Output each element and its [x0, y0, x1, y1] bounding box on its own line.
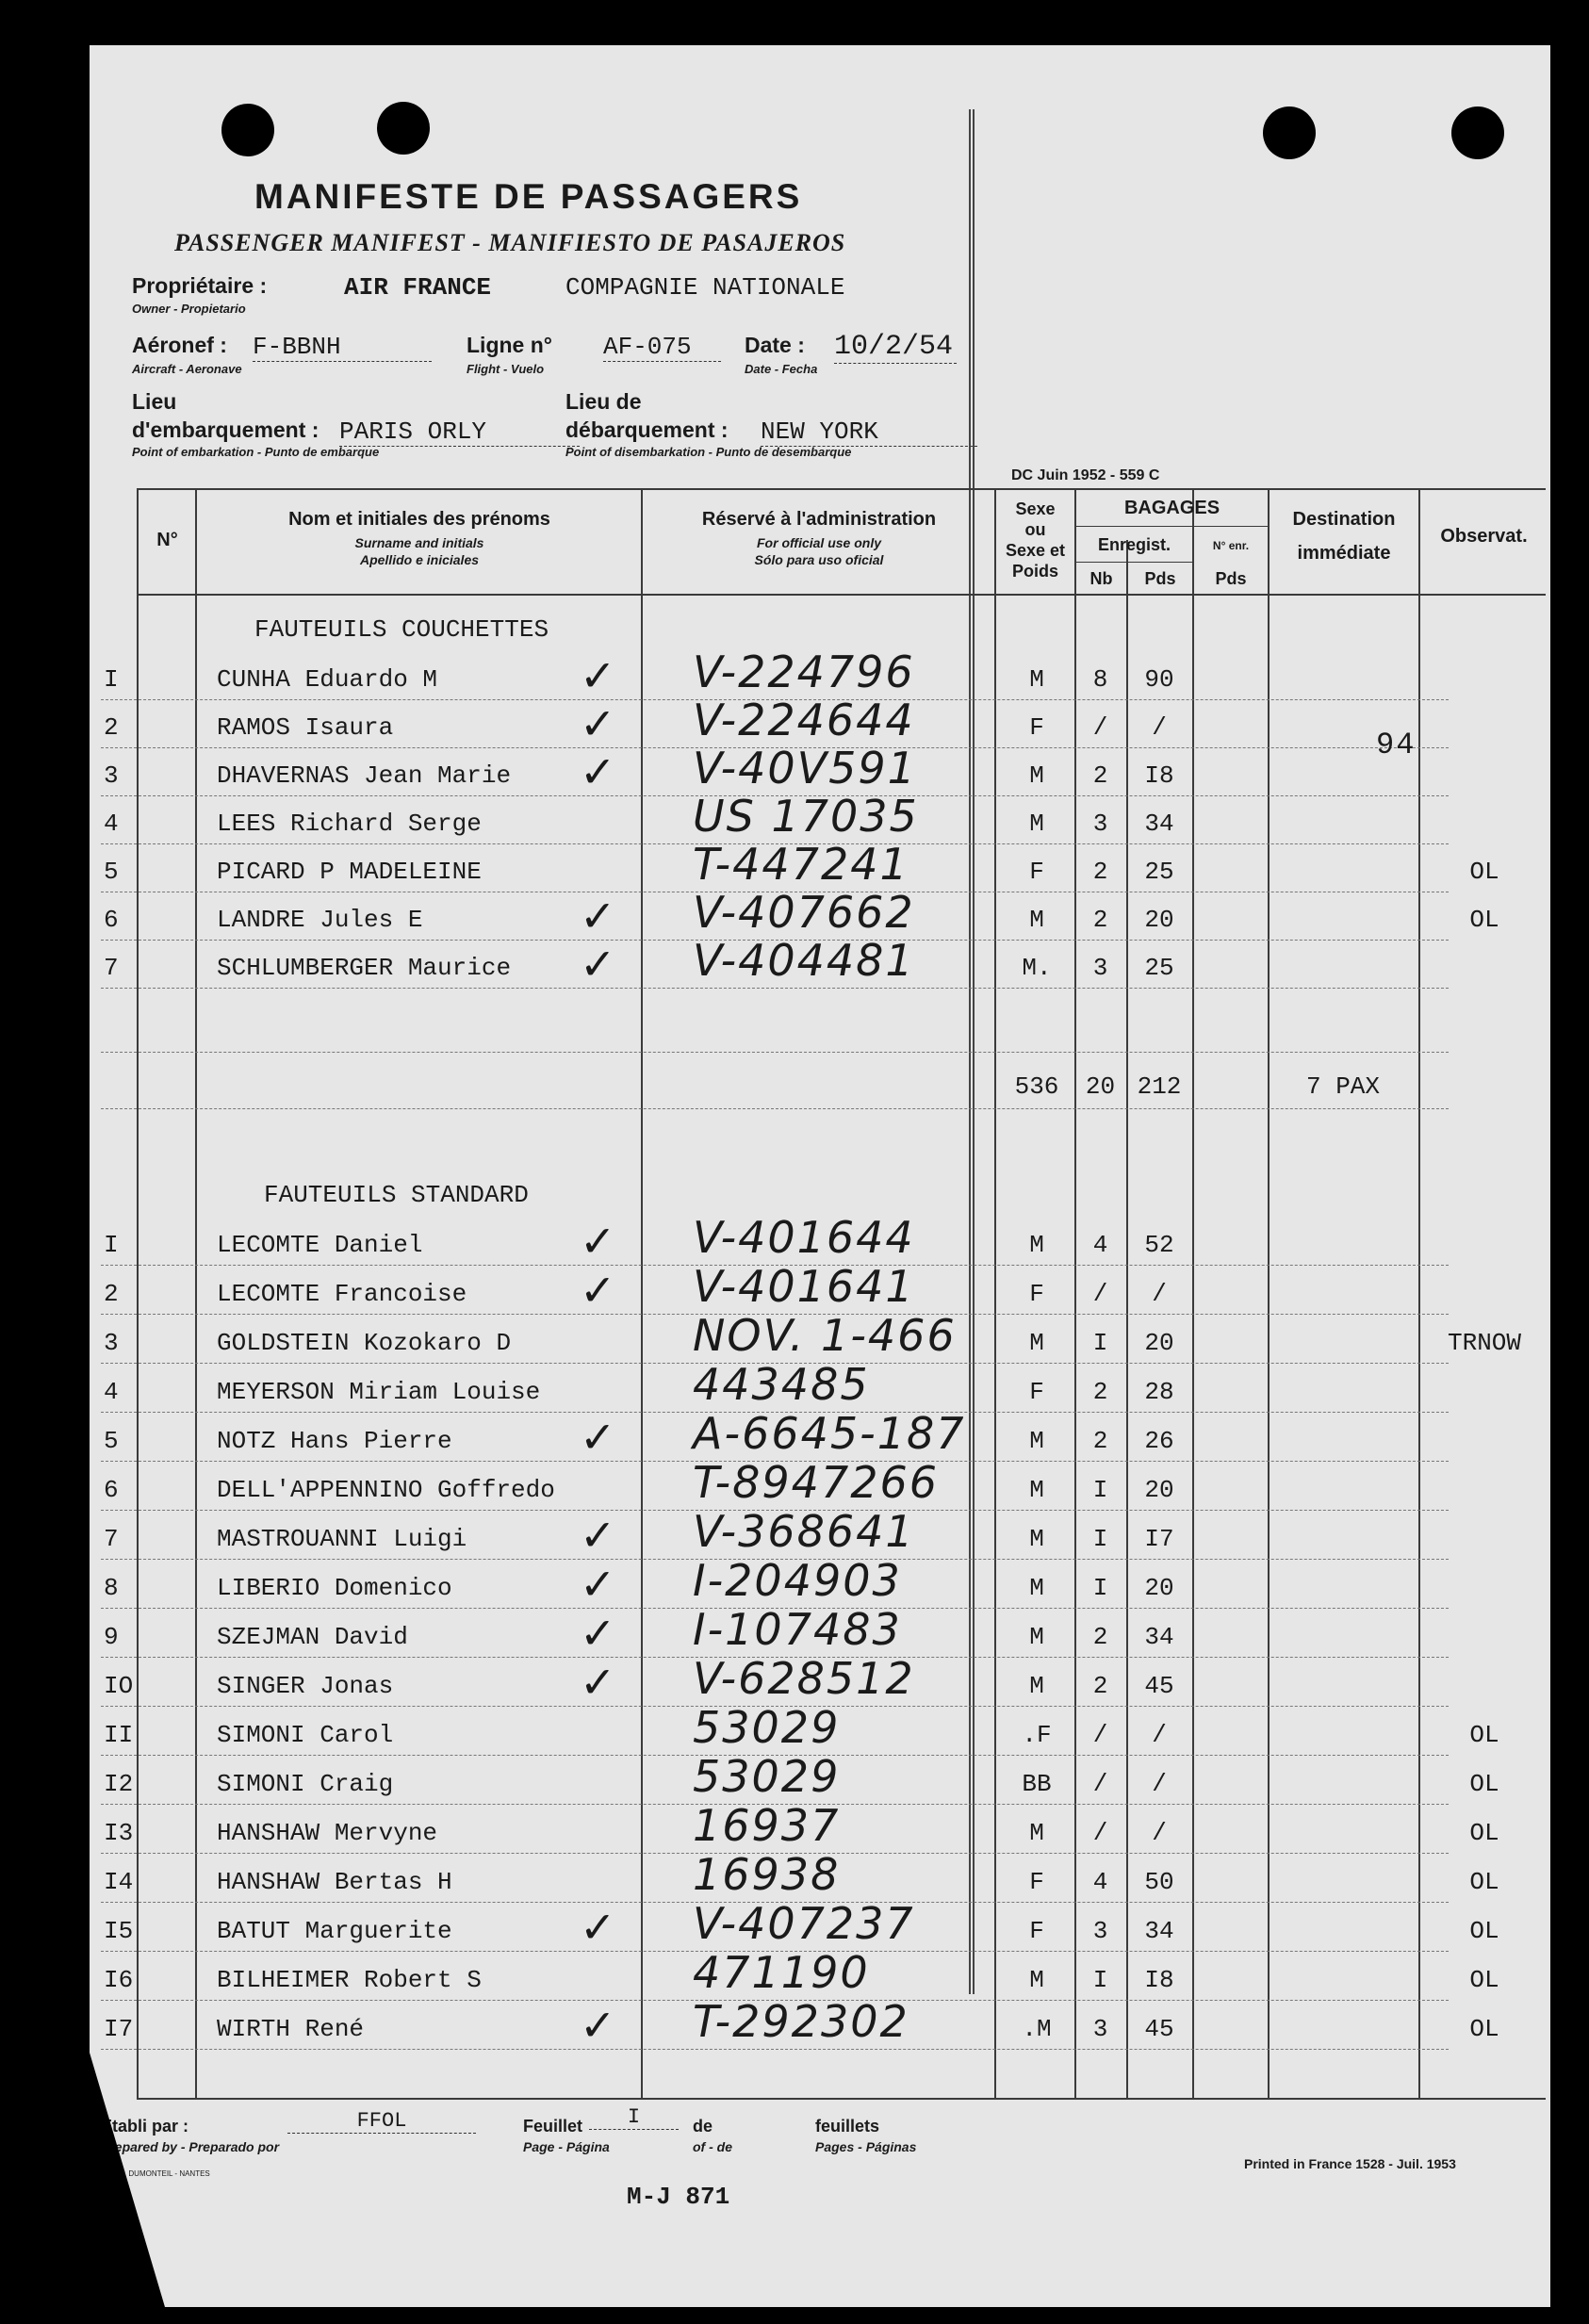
baggage-weight: 25: [1144, 858, 1174, 886]
baggage-weight: 45: [1144, 2015, 1174, 2043]
table-top-border: [137, 488, 1546, 490]
row-number: 2: [104, 713, 119, 742]
passenger-sex: M.: [1022, 954, 1052, 982]
punch-hole-1: [221, 104, 274, 156]
admin-number: I-107483: [693, 1604, 902, 1655]
passenger-sex: M: [1029, 906, 1044, 934]
col-header-bagages: BAGAGES: [1123, 498, 1220, 518]
date-value: 10/2/54: [834, 331, 957, 364]
aircraft-label: Aéronef :: [132, 333, 227, 357]
observation: OL: [1469, 1819, 1499, 1847]
bag-header-divider: [1074, 526, 1268, 527]
col-header-name: Nom et initiales des prénoms: [288, 509, 550, 530]
baggage-weight: 25: [1144, 954, 1174, 982]
baggage-count: I: [1092, 1329, 1108, 1357]
passenger-name: SINGER Jonas: [217, 1672, 394, 1700]
col-header-pds2: Pds: [1215, 569, 1247, 588]
table-bottom-border: [137, 2098, 1546, 2100]
admin-number: US 17035: [693, 791, 919, 842]
col-sep-no: [137, 488, 139, 2100]
admin-number: V-404481: [693, 935, 915, 986]
passenger-sex: M: [1029, 1231, 1044, 1259]
col-header-admin-sub1: For official use only: [757, 535, 881, 550]
baggage-count: I: [1092, 1525, 1108, 1553]
row-number: I7: [104, 2015, 134, 2043]
col-header-no: N°: [156, 530, 178, 550]
observation: OL: [1469, 1966, 1499, 1994]
baggage-count: /: [1092, 713, 1108, 742]
passenger-name: LECOMTE Daniel: [217, 1231, 423, 1259]
baggage-count: 4: [1092, 1231, 1108, 1259]
admin-number: V-224796: [693, 646, 915, 697]
baggage-count: /: [1092, 1819, 1108, 1847]
passenger-name: LANDRE Jules E: [217, 906, 423, 934]
row-number: 4: [104, 810, 119, 838]
passenger-name: HANSHAW Bertas H: [217, 1868, 452, 1896]
passenger-sex: M: [1029, 1525, 1044, 1553]
baggage-weight: I8: [1144, 1966, 1174, 1994]
passenger-name: DELL'APPENNINO Goffredo: [217, 1476, 555, 1504]
passenger-name: MASTROUANNI Luigi: [217, 1525, 467, 1553]
col-sep-pds2: [1268, 488, 1270, 2100]
embark-label-1: Lieu: [132, 389, 177, 414]
row-number: I2: [104, 1770, 134, 1798]
row-number: 7: [104, 954, 119, 982]
baggage-count: I: [1092, 1574, 1108, 1602]
passenger-name: WIRTH René: [217, 2015, 365, 2043]
baggage-weight: 52: [1144, 1231, 1174, 1259]
of-sublabel: of - de: [693, 2139, 732, 2154]
admin-check: ✓: [580, 1412, 616, 1463]
row-number: I: [104, 1231, 119, 1259]
admin-check: ✓: [580, 1608, 616, 1659]
passenger-name: CUNHA Eduardo M: [217, 665, 438, 694]
punch-hole-2: [377, 102, 430, 155]
printed-in-france: Printed in France 1528 - Juil. 1953: [1244, 2156, 1456, 2171]
section-2-heading: FAUTEUILS STANDARD: [264, 1181, 529, 1209]
section-1-heading: FAUTEUILS COUCHETTES: [254, 615, 549, 644]
baggage-count: /: [1092, 1770, 1108, 1798]
col-header-destination-2: immédiate: [1297, 543, 1391, 564]
admin-number: T-8947266: [693, 1457, 940, 1508]
row-number: I3: [104, 1819, 134, 1847]
baggage-count: 2: [1092, 1623, 1108, 1651]
passenger-sex: M: [1029, 1966, 1044, 1994]
admin-number: NOV. 1-466: [693, 1310, 957, 1361]
row-number: I4: [104, 1868, 134, 1896]
baggage-count: I: [1092, 1966, 1108, 1994]
of-label: de: [693, 2117, 713, 2136]
passenger-sex: F: [1029, 1378, 1044, 1406]
baggage-weight: 20: [1144, 1329, 1174, 1357]
baggage-weight: /: [1152, 713, 1167, 742]
col-header-name-sub2: Apellido e iniciales: [359, 552, 480, 567]
baggage-weight: 45: [1144, 1672, 1174, 1700]
admin-check: ✓: [580, 1265, 616, 1316]
embark-sublabel: Point of embarkation - Punto de embarque: [132, 445, 380, 459]
baggage-weight: 90: [1144, 665, 1174, 694]
admin-check: ✓: [580, 2000, 616, 2051]
col-header-sex-2: ou: [1024, 520, 1046, 539]
col-header-sex-1: Sexe: [1015, 499, 1056, 518]
baggage-weight: 34: [1144, 1623, 1174, 1651]
disembark-label-2: débarquement :: [565, 417, 729, 442]
observation: OL: [1469, 858, 1499, 886]
passenger-sex: M: [1029, 1476, 1044, 1504]
header-bottom-border: [137, 594, 1546, 596]
col-header-sex-3: Sexe et: [1005, 541, 1066, 560]
col-header-enregist: Enregist.: [1097, 535, 1171, 554]
disembark-value: NEW YORK: [761, 417, 977, 447]
baggage-count: 2: [1092, 1378, 1108, 1406]
observation: OL: [1469, 1770, 1499, 1798]
page-sublabel: Page - Página: [523, 2139, 610, 2154]
row-number: IO: [104, 1672, 134, 1700]
admin-check: ✓: [580, 1559, 616, 1610]
passenger-sex: F: [1029, 858, 1044, 886]
enreg-header-divider: [1074, 562, 1192, 563]
passenger-name: LIBERIO Domenico: [217, 1574, 452, 1602]
passenger-sex: M: [1029, 810, 1044, 838]
prepared-by-value: FFOL: [287, 2109, 476, 2134]
col-header-pds: Pds: [1144, 569, 1176, 588]
flight-value: AF-075: [603, 333, 721, 362]
col-header-nonenr: N° enr.: [1212, 539, 1250, 552]
col-header-admin-sub2: Sólo para uso oficial: [754, 552, 884, 567]
passenger-name: GOLDSTEIN Kozokaro D: [217, 1329, 512, 1357]
passenger-name: MEYERSON Miriam Louise: [217, 1378, 541, 1406]
passenger-name: SIMONI Carol: [217, 1721, 394, 1749]
row-number: 7: [104, 1525, 119, 1553]
passenger-name: LEES Richard Serge: [217, 810, 482, 838]
admin-number: 16937: [693, 1800, 841, 1851]
admin-number: T-447241: [693, 839, 909, 890]
passenger-sex: M: [1029, 665, 1044, 694]
passenger-sex: F: [1029, 1868, 1044, 1896]
row-number: 3: [104, 1329, 119, 1357]
row-number: 6: [104, 906, 119, 934]
admin-check: ✓: [580, 1216, 616, 1267]
row-number: 2: [104, 1280, 119, 1308]
baggage-count: 3: [1092, 2015, 1108, 2043]
totals-top-line: [101, 1052, 1449, 1053]
passenger-name: LECOMTE Francoise: [217, 1280, 467, 1308]
admin-check: ✓: [580, 650, 616, 701]
passenger-sex: .M: [1022, 2015, 1052, 2043]
admin-number: I-204903: [693, 1555, 902, 1606]
passenger-sex: M: [1029, 1427, 1044, 1455]
row-number: I: [104, 665, 119, 694]
totals-bottom-line: [101, 1108, 1449, 1109]
admin-number: 53029: [693, 1751, 841, 1802]
observation: OL: [1469, 906, 1499, 934]
admin-number: 471190: [693, 1947, 870, 1998]
aircraft-note: DC Juin 1952 - 559 C: [1011, 467, 1160, 483]
owner-value-2: COMPAGNIE NATIONALE: [565, 273, 845, 302]
admin-check: ✓: [580, 939, 616, 990]
col-sep-name: [195, 488, 197, 2100]
baggage-count: 2: [1092, 1672, 1108, 1700]
col-header-sex-4: Poids: [1011, 562, 1058, 581]
row-divider: [101, 988, 1449, 989]
passenger-sex: .F: [1022, 1721, 1052, 1749]
passenger-name: BILHEIMER Robert S: [217, 1966, 482, 1994]
col-header-destination-1: Destination: [1292, 509, 1396, 530]
prepared-by-sublabel: Prepared by - Preparado por: [101, 2139, 280, 2154]
date-sublabel: Date - Fecha: [745, 362, 818, 376]
document-title: MANIFESTE DE PASSAGERS: [254, 177, 803, 216]
row-number: 4: [104, 1378, 119, 1406]
passenger-sex: M: [1029, 1329, 1044, 1357]
baggage-weight: I8: [1144, 761, 1174, 790]
admin-number: T-292302: [693, 1996, 909, 2047]
passenger-name: SIMONI Craig: [217, 1770, 394, 1798]
document-subtitle: PASSENGER MANIFEST - MANIFIESTO DE PASAJEROS: [174, 229, 846, 256]
admin-check: ✓: [580, 698, 616, 749]
embark-value: PARIS ORLY: [339, 417, 580, 447]
baggage-count: 3: [1092, 954, 1108, 982]
passenger-sex: M: [1029, 1623, 1044, 1651]
baggage-count: 2: [1092, 858, 1108, 886]
totals-dest: 7 PAX: [1305, 1072, 1380, 1101]
passenger-sex: F: [1029, 1280, 1044, 1308]
disembark-label-1: Lieu de: [565, 389, 642, 414]
admin-number: 443485: [693, 1359, 870, 1410]
passenger-name: RAMOS Isaura: [217, 713, 394, 742]
row-number: I5: [104, 1917, 134, 1945]
passenger-sex: M: [1029, 1819, 1044, 1847]
baggage-count: 3: [1092, 1917, 1108, 1945]
observation: OL: [1469, 1721, 1499, 1749]
passenger-name: NOTZ Hans Pierre: [217, 1427, 452, 1455]
admin-check: ✓: [580, 891, 616, 941]
owner-value: AIR FRANCE: [344, 273, 492, 302]
admin-number: V-224644: [693, 695, 915, 745]
baggage-count: 2: [1092, 1427, 1108, 1455]
baggage-weight: /: [1152, 1770, 1167, 1798]
embark-label-2: d'embarquement :: [132, 417, 319, 442]
aircraft-value: F-BBNH: [253, 333, 432, 362]
admin-number: V-407237: [693, 1898, 915, 1949]
col-sep-admin: [641, 488, 643, 2100]
passenger-sex: M: [1029, 761, 1044, 790]
baggage-weight: 34: [1144, 1917, 1174, 1945]
manifest-sheet: [90, 45, 1550, 2307]
form-code: M-J 871: [627, 2183, 730, 2211]
passenger-name: PICARD P MADELEINE: [217, 858, 482, 886]
baggage-weight: /: [1152, 1819, 1167, 1847]
observation: OL: [1469, 1868, 1499, 1896]
aircraft-sublabel: Aircraft - Aeronave: [132, 362, 242, 376]
totals-weight: 536: [1014, 1072, 1059, 1101]
passenger-name: DHAVERNAS Jean Marie: [217, 761, 512, 790]
passenger-sex: M: [1029, 1574, 1044, 1602]
col-header-nb: Nb: [1089, 569, 1113, 588]
baggage-count: 3: [1092, 810, 1108, 838]
row-number: 5: [104, 1427, 119, 1455]
admin-check: ✓: [580, 1902, 616, 1953]
admin-number: V-40V591: [693, 743, 917, 794]
passenger-name: BATUT Marguerite: [217, 1917, 452, 1945]
admin-number: V-401641: [693, 1261, 915, 1312]
passenger-name: HANSHAW Mervyne: [217, 1819, 438, 1847]
admin-number: A-6645-187: [693, 1408, 966, 1459]
col-header-name-sub1: Surname and initials: [354, 535, 484, 550]
punch-hole-4: [1451, 106, 1504, 159]
admin-check: ✓: [580, 1510, 616, 1561]
admin-number: V-401644: [693, 1212, 915, 1263]
col-sep-dest: [1418, 488, 1420, 2100]
owner-sublabel: Owner - Propietario: [132, 302, 246, 316]
totals-nb: 20: [1085, 1072, 1116, 1101]
row-number: II: [104, 1721, 134, 1749]
admin-number: V-628512: [693, 1653, 915, 1704]
folded-corner: [90, 2053, 165, 2307]
pages-sublabel: Pages - Páginas: [815, 2139, 917, 2154]
baggage-count: 2: [1092, 906, 1108, 934]
printer-credit: IMP. P. DUMONTEIL - NANTES: [104, 2169, 210, 2178]
passenger-sex: BB: [1022, 1770, 1052, 1798]
baggage-count: I: [1092, 1476, 1108, 1504]
passenger-name: SCHLUMBERGER Maurice: [217, 954, 512, 982]
pages-label: feuillets: [815, 2117, 880, 2136]
baggage-weight: 50: [1144, 1868, 1174, 1896]
flight-label: Ligne n°: [467, 333, 552, 357]
observation: OL: [1469, 2015, 1499, 2043]
baggage-count: /: [1092, 1721, 1108, 1749]
punch-hole-3: [1263, 106, 1316, 159]
row-divider: [101, 2049, 1449, 2050]
admin-number: V-368641: [693, 1506, 915, 1557]
passenger-sex: F: [1029, 713, 1044, 742]
date-label: Date :: [745, 333, 805, 357]
baggage-weight: 20: [1144, 906, 1174, 934]
col-header-admin: Réservé à l'administration: [701, 509, 937, 530]
admin-number: 53029: [693, 1702, 841, 1753]
baggage-weight: 28: [1144, 1378, 1174, 1406]
row-number: 6: [104, 1476, 119, 1504]
totals-pds: 212: [1137, 1072, 1182, 1101]
passenger-sex: M: [1029, 1672, 1044, 1700]
observation: OL: [1469, 1917, 1499, 1945]
row-number: 5: [104, 858, 119, 886]
baggage-count: 2: [1092, 761, 1108, 790]
observation: TRNOW: [1447, 1329, 1521, 1357]
admin-check: ✓: [580, 1657, 616, 1708]
row-number: 8: [104, 1574, 119, 1602]
owner-label: Propriétaire :: [132, 273, 268, 298]
prepared-by-label: Etabli par :: [101, 2117, 189, 2136]
row-number: I6: [104, 1966, 134, 1994]
admin-check: ✓: [580, 746, 616, 797]
baggage-count: 8: [1092, 665, 1108, 694]
baggage-weight: /: [1152, 1721, 1167, 1749]
baggage-weight: I7: [1144, 1525, 1174, 1553]
row-number: 3: [104, 761, 119, 790]
baggage-weight: 20: [1144, 1574, 1174, 1602]
disembark-sublabel: Point of disembarkation - Punto de desembarque: [565, 445, 852, 459]
page-value: I: [589, 2105, 679, 2130]
baggage-weight: 26: [1144, 1427, 1174, 1455]
baggage-count: 4: [1092, 1868, 1108, 1896]
baggage-weight: /: [1152, 1280, 1167, 1308]
admin-number: 16938: [693, 1849, 841, 1900]
passenger-name: SZEJMAN David: [217, 1623, 408, 1651]
baggage-weight: 20: [1144, 1476, 1174, 1504]
col-sep-sex: [994, 488, 996, 2100]
baggage-count: /: [1092, 1280, 1108, 1308]
row-number: 9: [104, 1623, 119, 1651]
admin-number: V-407662: [693, 887, 915, 938]
passenger-sex: F: [1029, 1917, 1044, 1945]
flight-sublabel: Flight - Vuelo: [467, 362, 545, 376]
page-label: Feuillet: [523, 2117, 583, 2136]
col-sep-pds: [1192, 488, 1194, 2100]
col-header-observ: Observat.: [1440, 526, 1528, 547]
baggage-weight: 34: [1144, 810, 1174, 838]
margin-note: 94: [1376, 728, 1417, 762]
